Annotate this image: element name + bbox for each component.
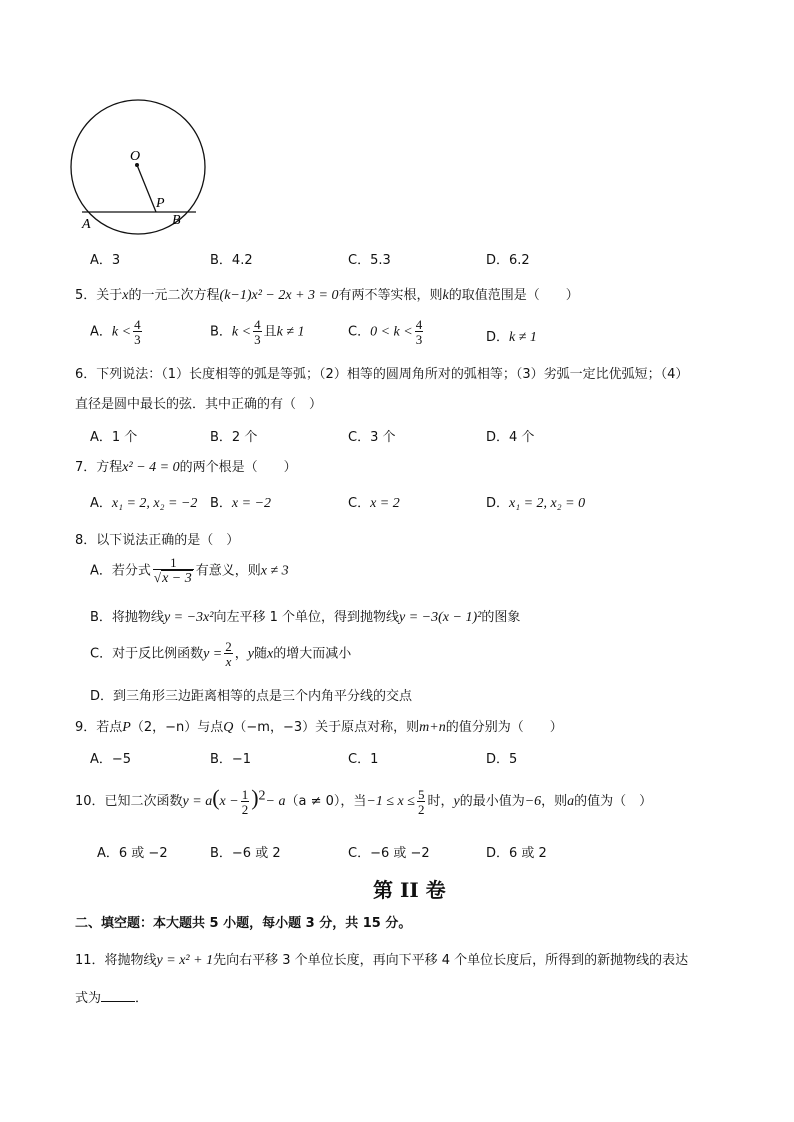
square-sup: 2 xyxy=(258,788,266,804)
q10-text-c: 时， xyxy=(427,794,454,809)
paren-right: ) xyxy=(251,785,259,810)
paren-left: ( xyxy=(212,785,220,810)
q8-option-c-label: C． xyxy=(90,646,113,662)
q4-option-a: A．3 xyxy=(90,253,121,268)
frac-den xyxy=(153,569,194,586)
q7-option-b-label: B． xyxy=(210,496,232,511)
q11-line2-text: 式为 xyxy=(75,991,102,1006)
q10-stem xyxy=(75,785,652,816)
q5-option-c-expr: 0 < k < xyxy=(370,324,413,340)
sqrt-sign: √ xyxy=(153,570,162,585)
q5-option-a-label: A． xyxy=(90,324,112,340)
q7-option-b-expr: x = −2 xyxy=(231,496,272,511)
q6-option-c: C．3 个 xyxy=(348,430,396,445)
q9-coord-q: （−m，−3） xyxy=(233,720,316,735)
label-a: A xyxy=(82,217,91,232)
q8-option-a-text2: 有意义，则 xyxy=(195,563,261,579)
q10-text-a: 10．已知二次函数 xyxy=(75,794,183,809)
q9-option-b: B．−1 xyxy=(210,752,252,767)
q5-option-a-frac xyxy=(133,318,142,346)
q8-option-b xyxy=(90,606,520,626)
q11-expr: y = x² + 1 xyxy=(156,953,214,968)
q9-option-c: C．1 xyxy=(348,752,379,767)
q8-option-b-text3: 的图象 xyxy=(481,610,521,625)
q8-option-b-text2: 向左平移 1 个单位，得到抛物线 xyxy=(213,610,400,625)
q7-option-c-label: C． xyxy=(348,496,371,511)
q7-stem xyxy=(75,456,297,476)
part-two-heading: 二、填空题：本大题共 5 小题，每小题 3 分，共 15 分。 xyxy=(75,916,412,931)
q7-option-a-label: A． xyxy=(90,496,112,511)
q7-text-a: 方程 xyxy=(96,460,123,475)
frac-den: 2 xyxy=(241,801,249,817)
answer-blank[interactable] xyxy=(101,989,135,1002)
q10-range-left: −1 ≤ x ≤ xyxy=(366,794,415,809)
frac-num: 4 xyxy=(415,317,423,332)
frac-den: 2 xyxy=(417,801,425,817)
frac-den: 3 xyxy=(415,332,423,347)
q8-option-c xyxy=(90,640,351,668)
q11-text-b: 先向右平移 3 个单位长度，再向下平移 4 个单位长度后，所得到的新抛物线的表达 xyxy=(213,953,689,968)
q5-option-a xyxy=(90,318,144,346)
q5-option-d xyxy=(486,326,537,346)
q8-option-c-text4: 的增大而减小 xyxy=(273,646,352,662)
q7-option-a-expr: x₁ = 2, x₂ = −2 xyxy=(111,496,198,511)
q10-half-frac xyxy=(241,788,250,816)
q5-option-b-label: B． xyxy=(210,324,232,340)
q8-stem: 8．以下说法正确的是（ ） xyxy=(75,533,240,548)
q5-var-k: k xyxy=(442,288,449,303)
q8-option-c-expr: y = xyxy=(203,646,223,662)
frac-num: 4 xyxy=(254,317,261,332)
radicand: x − 3 xyxy=(162,571,192,586)
q10-cond: （a ≠ 0） xyxy=(285,794,341,809)
q9-text-b: 与点 xyxy=(197,720,224,735)
q5-option-c-frac xyxy=(415,318,424,346)
q9-text-c: 关于原点对称，则 xyxy=(315,720,420,735)
q10-range-frac xyxy=(417,788,426,816)
q10-var-y: y xyxy=(453,794,460,809)
q10-option-a: A．6 或 −2 xyxy=(97,846,168,861)
q8-option-c-text1: 对于反比例函数 xyxy=(112,646,204,662)
q8-option-a-expr: x ≠ 3 xyxy=(260,563,289,579)
q5-text-a: 关于 xyxy=(96,288,123,303)
q5-option-a-expr: k < xyxy=(111,324,132,340)
q8-option-b-label: B． xyxy=(90,610,112,625)
q8-option-b-expr1: y = −3x² xyxy=(163,610,214,625)
frac-den: 3 xyxy=(254,332,261,347)
q9-expr: m+n xyxy=(419,720,446,735)
q8-option-a-text1: 若分式 xyxy=(111,563,151,579)
q6-option-b: B．2 个 xyxy=(210,430,258,445)
q11-line-2 xyxy=(75,987,148,1006)
circle-figure xyxy=(60,90,220,240)
q5-option-b-frac xyxy=(253,318,262,346)
q7-number: 7． xyxy=(75,460,97,475)
q8-option-a xyxy=(90,556,289,586)
q9-text-a: 9．若点 xyxy=(75,720,123,735)
q11-text-a: 11．将抛物线 xyxy=(75,953,157,968)
q5-option-c xyxy=(348,318,425,346)
q11-line-1 xyxy=(75,949,688,969)
q5-stem xyxy=(75,284,579,304)
q10-min: −6 xyxy=(524,794,542,809)
q10-text-e: ，则 xyxy=(541,794,568,809)
q5-option-d-label: D． xyxy=(486,330,510,345)
q9-point-q: Q xyxy=(223,720,234,735)
q8-option-a-frac xyxy=(153,556,194,586)
label-o: O xyxy=(130,149,141,164)
label-p: P xyxy=(156,196,165,211)
q5-text-c: 有两不等实根，则 xyxy=(338,288,443,303)
q9-option-d: D．5 xyxy=(486,752,518,767)
q10-expr-left: y = a xyxy=(182,794,213,809)
q10-option-c: C．−6 或 −2 xyxy=(348,846,430,861)
section-title: 第 II 卷 xyxy=(373,878,446,902)
frac-num: 2 xyxy=(225,639,232,654)
segment-op xyxy=(137,165,156,212)
q8-option-c-frac xyxy=(224,640,233,668)
q8-option-d: D．到三角形三边距离相等的点是三个内角平分线的交点 xyxy=(90,689,413,704)
q9-text-d: 的值分别为（ ） xyxy=(445,720,563,735)
q5-var-x: x xyxy=(122,288,129,303)
q10-expr-x: x − xyxy=(219,794,239,809)
q7-option-a xyxy=(90,492,197,512)
frac-num: 1 xyxy=(241,786,249,802)
q10-option-b: B．−6 或 2 xyxy=(210,846,281,861)
q11-period: ． xyxy=(135,991,149,1006)
q5-option-b-expr: k < xyxy=(231,324,252,340)
q10-option-d: D．6 或 2 xyxy=(486,846,547,861)
frac-num: 5 xyxy=(417,786,425,802)
q4-option-c: C．5.3 xyxy=(348,253,391,268)
q6-line-2: 直径是圆中最长的弦．其中正确的有（ ） xyxy=(75,397,323,412)
q7-option-d-label: D． xyxy=(486,496,510,511)
q4-option-d: D．6.2 xyxy=(486,253,530,268)
q5-equation: (k−1)x² − 2x + 3 = 0 xyxy=(219,288,339,303)
q10-text-f: 的值为（ ） xyxy=(574,794,653,809)
q7-option-b xyxy=(210,492,271,512)
q8-option-c-y: y xyxy=(247,646,254,662)
q8-option-c-text3: 随 xyxy=(254,646,268,662)
q5-number: 5． xyxy=(75,288,97,303)
q8-option-a-label: A． xyxy=(90,563,112,579)
q8-option-c-text2: ， xyxy=(234,646,248,662)
q6-option-a: A．1 个 xyxy=(90,430,138,445)
q8-option-b-expr2: y = −3(x − 1)² xyxy=(399,610,482,625)
label-b: B xyxy=(172,213,181,228)
q9-point-p: P xyxy=(122,720,131,735)
q7-option-c-expr: x = 2 xyxy=(370,496,400,511)
q5-text-d: 的取值范围是（ ） xyxy=(448,288,579,303)
q10-text-b: ，当 xyxy=(340,794,367,809)
q8-option-c-x: x xyxy=(267,646,274,662)
frac-den: 3 xyxy=(134,332,141,347)
q10-expr-right: − a xyxy=(265,794,286,809)
frac-num: 4 xyxy=(134,317,141,332)
q9-stem xyxy=(75,716,563,736)
q8-option-b-text1: 将抛物线 xyxy=(111,610,164,625)
q5-text-b: 的一元二次方程 xyxy=(128,288,220,303)
q7-equation: x² − 4 = 0 xyxy=(122,460,180,475)
q10-text-d: 的最小值为 xyxy=(459,794,525,809)
q5-option-b-tail: k ≠ 1 xyxy=(276,324,305,340)
q10-var-a: a xyxy=(567,794,575,809)
q5-option-c-label: C． xyxy=(348,324,371,340)
q7-option-d-expr: x₁ = 2, x₂ = 0 xyxy=(509,496,586,511)
frac-den: x xyxy=(225,654,232,669)
q7-option-c xyxy=(348,492,400,512)
q4-option-b: B．4.2 xyxy=(210,253,253,268)
q5-option-d-expr: k ≠ 1 xyxy=(509,330,537,345)
q9-coord-p: （2，−n） xyxy=(130,720,198,735)
q7-option-d xyxy=(486,492,585,512)
q5-option-b-and: 且 xyxy=(263,324,277,340)
q7-text-b: 的两个根是（ ） xyxy=(179,460,297,475)
q6-line-1: 6．下列说法：（1）长度相等的弧是等弧；（2）相等的圆周角所对的弧相等；（3）劣弧一定比优弧短；（4） xyxy=(75,367,689,382)
q9-option-a: A．−5 xyxy=(90,752,132,767)
q5-option-b xyxy=(210,318,305,346)
q6-option-d: D．4 个 xyxy=(486,430,535,445)
frac-num: 1 xyxy=(170,555,177,570)
